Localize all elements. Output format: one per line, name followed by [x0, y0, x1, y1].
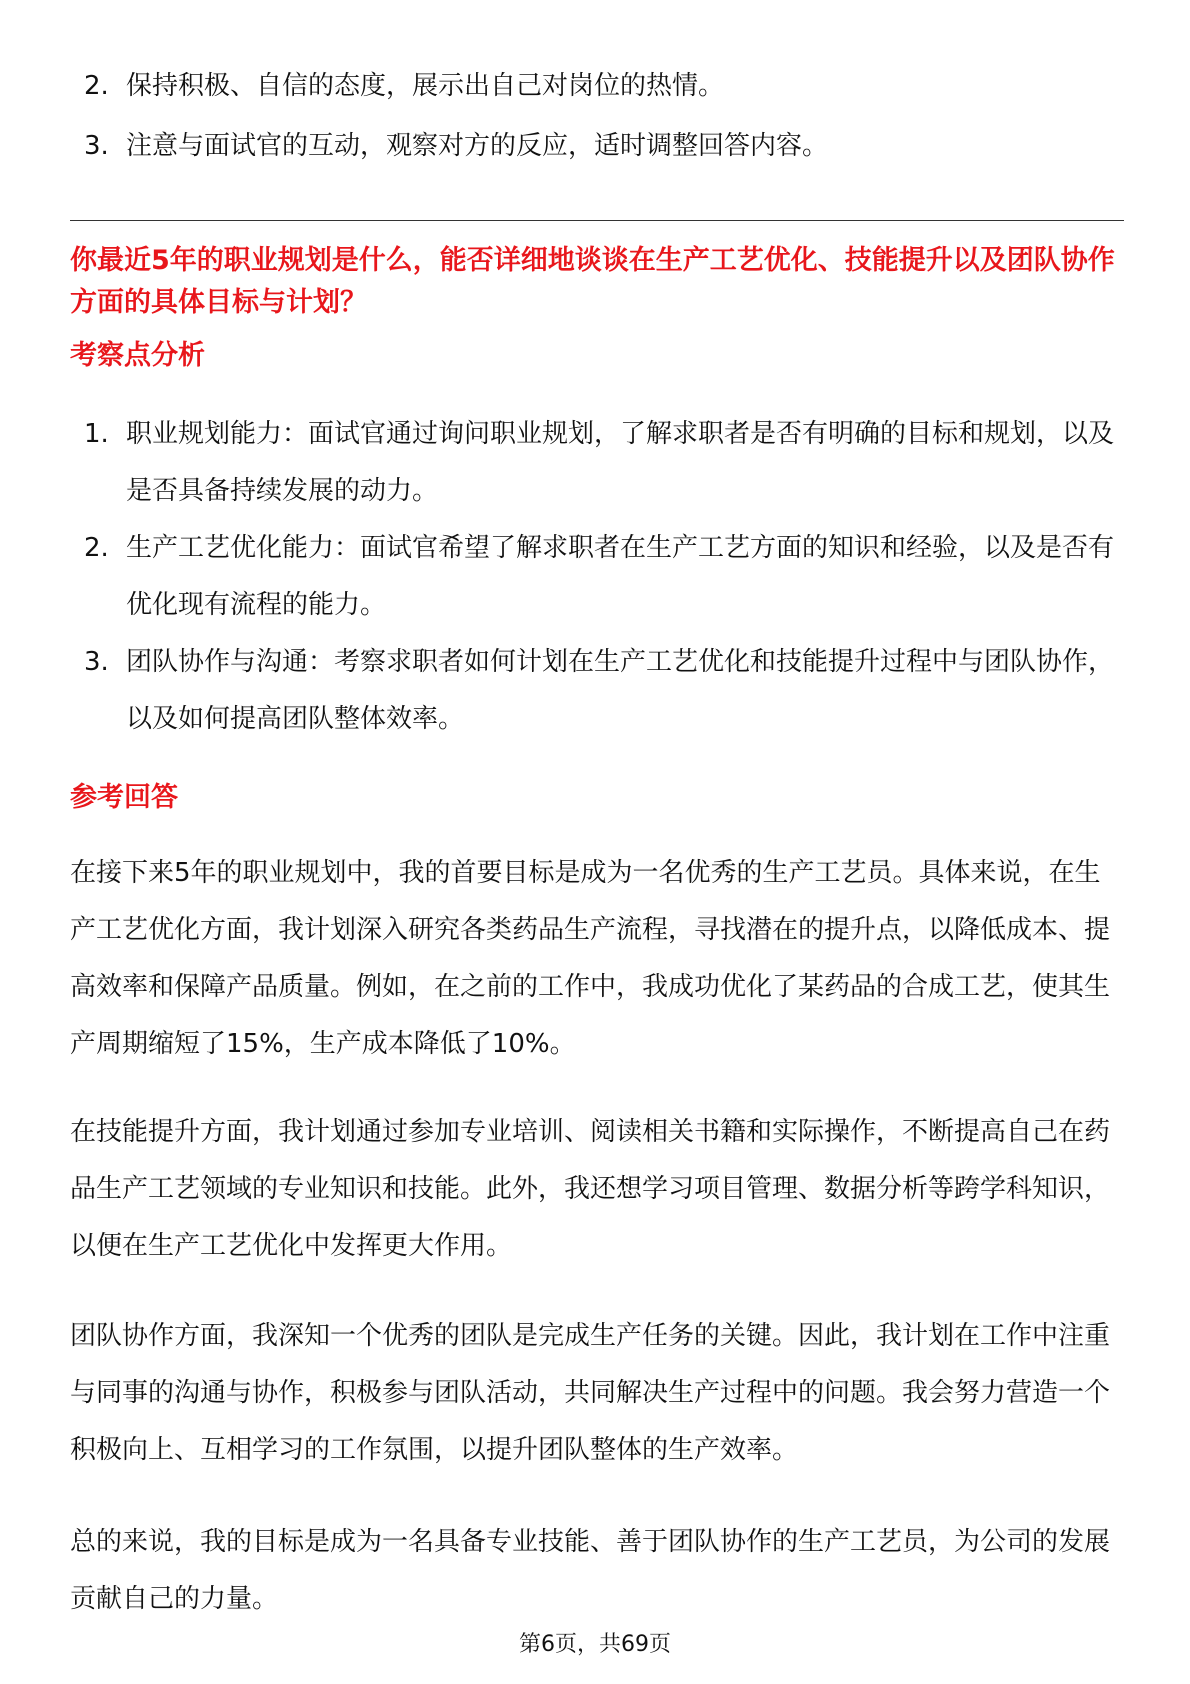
section-divider [70, 220, 1124, 221]
answer-paragraph: 在技能提升方面，我计划通过参加专业培训、阅读相关书籍和实际操作，不断提高自己在药品生产工艺领域的专业知识和技能。此外，我还想学习项目管理、数据分析等跨学科知识，以便在生产工艺优化中发挥更大作用。 [70, 1117, 1111, 1261]
list-text: 团队协作与沟通：考察求职者如何计划在生产工艺优化和技能提升过程中与团队协作，以及如何提高团队整体效率。 [126, 647, 1115, 734]
list-item [84, 116, 1124, 176]
list-text: 保持积极、自信的态度，展示出自己对岗位的热情。 [126, 71, 725, 101]
list-text: 职业规划能力：面试官通过询问职业规划，了解求职者是否有明确的目标和规划，以及是否具备持续发展的动力。 [126, 419, 1115, 506]
previous-tips-list [84, 56, 1124, 176]
answer-heading: 参考回答 [70, 782, 178, 813]
list-number: 3. [84, 131, 109, 161]
answer-paragraph: 总的来说，我的目标是成为一名具备专业技能、善于团队协作的生产工艺员，为公司的发展贡献自己的力量。 [70, 1527, 1111, 1614]
analysis-list [84, 406, 1124, 748]
answer-paragraph: 团队协作方面，我深知一个优秀的团队是完成生产任务的关键。因此，我计划在工作中注重与同事的沟通与协作，积极参与团队活动，共同解决生产过程中的问题。我会努力营造一个积极向上、互相学习的工作氛围，以提升团队整体的生产效率。 [70, 1321, 1111, 1465]
list-text: 生产工艺优化能力：面试官希望了解求职者在生产工艺方面的知识和经验，以及是否有优化现有流程的能力。 [126, 533, 1115, 620]
list-item [84, 520, 1124, 634]
page-number-footer: 第6页，共69页 [519, 1632, 671, 1657]
analysis-heading: 考察点分析 [70, 340, 205, 371]
list-text: 注意与面试官的互动，观察对方的反应，适时调整回答内容。 [126, 131, 829, 161]
list-number: 2. [84, 71, 109, 101]
list-number: 2. [84, 533, 109, 563]
list-number: 1. [84, 419, 109, 449]
list-item [84, 406, 1124, 520]
answer-paragraph: 在接下来5年的职业规划中，我的首要目标是成为一名优秀的生产工艺员。具体来说，在生产工艺优化方面，我计划深入研究各类药品生产流程，寻找潜在的提升点，以降低成本、提高效率和保障产品质量。例如，在之前的工作中，我成功优化了某药品的合成工艺，使其生产周期缩短了15%，生产成本降低了10%。 [70, 858, 1111, 1059]
list-number: 3. [84, 647, 109, 677]
list-item [84, 634, 1124, 748]
list-item [84, 56, 1124, 116]
interview-question: 你最近5年的职业规划是什么，能否详细地谈谈在生产工艺优化、技能提升以及团队协作方面的具体目标与计划？ [70, 245, 1115, 318]
